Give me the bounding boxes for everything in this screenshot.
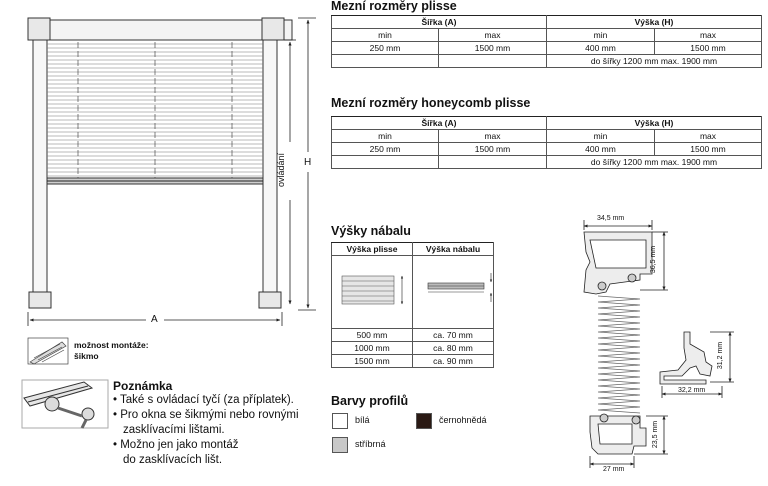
cell (439, 156, 547, 169)
color-swatch-white (332, 413, 348, 429)
stack-table (331, 242, 494, 368)
color-label-blackbrown: černohnědá (439, 415, 487, 425)
profile-dim-1: 34,5 mm (597, 215, 625, 222)
cell: 1500 mm (655, 143, 762, 156)
note-title: Poznámka (113, 379, 173, 393)
note-item: • Také s ovládací tyčí (za příplatek). (113, 394, 294, 406)
stack-row-h: 500 mm (332, 329, 413, 342)
stack-row-h: 1500 mm (332, 355, 413, 368)
stack-row-s: ca. 70 mm (413, 329, 494, 342)
cell: max (655, 130, 762, 143)
label-a: A (151, 314, 158, 325)
note-item: • Možno jen jako montáž (113, 439, 239, 451)
stack-row-s: ca. 90 mm (413, 355, 494, 368)
stack-img-cell (413, 256, 494, 329)
cell: 1500 mm (439, 42, 547, 55)
color-label-silver: stříbrná (355, 439, 386, 449)
pleat-zigzag (598, 296, 640, 413)
cell: 250 mm (332, 143, 439, 156)
cell: min (547, 130, 655, 143)
stack-row-s: ca. 80 mm (413, 342, 494, 355)
cell: min (332, 29, 439, 42)
stack-img-cell (332, 256, 413, 329)
cell (332, 156, 439, 169)
profile-dim-3: 31,2 mm (717, 341, 725, 370)
colors-title: Barvy profilů (331, 394, 409, 408)
color-swatch-blackbrown (416, 413, 432, 429)
cell: 1500 mm (439, 143, 547, 156)
note-item: zasklívacími lištami. (123, 424, 225, 436)
control-rod-illustration (22, 380, 108, 428)
color-label-white: bílá (355, 415, 370, 425)
cell: max (439, 29, 547, 42)
plisse-table (331, 15, 762, 68)
plisse-title: Mezní rozměry plisse (331, 0, 457, 13)
cell (439, 55, 547, 68)
note-item: do zasklívacích lišt. (123, 454, 223, 466)
stack-col2: Výška nábalu (413, 243, 494, 256)
cell: 400 mm (547, 143, 655, 156)
color-swatch-silver (332, 437, 348, 453)
profile-dim-2: 36,5 mm (650, 245, 658, 274)
plisse-note: do šířky 1200 mm max. 1900 mm (547, 55, 762, 68)
label-h: H (304, 157, 312, 168)
cell: min (332, 130, 439, 143)
profile-dim-4: 32,2 mm (678, 387, 706, 394)
pleated-fabric (47, 42, 263, 178)
mount-label-line2: šikmo (74, 351, 99, 361)
window-frame-drawing (28, 18, 292, 308)
honeycomb-width-head: Šířka (A) (332, 117, 547, 130)
mount-label-line1: možnost montáže: (74, 340, 149, 350)
cell: max (439, 130, 547, 143)
stack-col1: Výška plisse (332, 243, 413, 256)
cell: 250 mm (332, 42, 439, 55)
honeycomb-note: do šířky 1200 mm max. 1900 mm (547, 156, 762, 169)
profile-dim-5: 23,5 mm (652, 420, 660, 449)
note-list (113, 393, 299, 468)
cell: 400 mm (547, 42, 655, 55)
plisse-width-head: Šířka (A) (332, 16, 547, 29)
honeycomb-table (331, 116, 762, 169)
note-item: • Pro okna se šikmými nebo rovnými (113, 409, 299, 421)
cell (332, 55, 439, 68)
stack-title: Výšky nábalu (331, 224, 411, 238)
plisse-height-head: Výška (H) (547, 16, 762, 29)
cell: 1500 mm (655, 42, 762, 55)
cell: min (547, 29, 655, 42)
slanted-mount-icon (28, 338, 68, 364)
stack-row-h: 1000 mm (332, 342, 413, 355)
honeycomb-title: Mezní rozměry honeycomb plisse (331, 96, 531, 110)
profile-dim-6: 27 mm (603, 466, 625, 473)
cell: max (655, 29, 762, 42)
honeycomb-height-head: Výška (H) (547, 117, 762, 130)
label-control: ovládání (276, 152, 287, 188)
